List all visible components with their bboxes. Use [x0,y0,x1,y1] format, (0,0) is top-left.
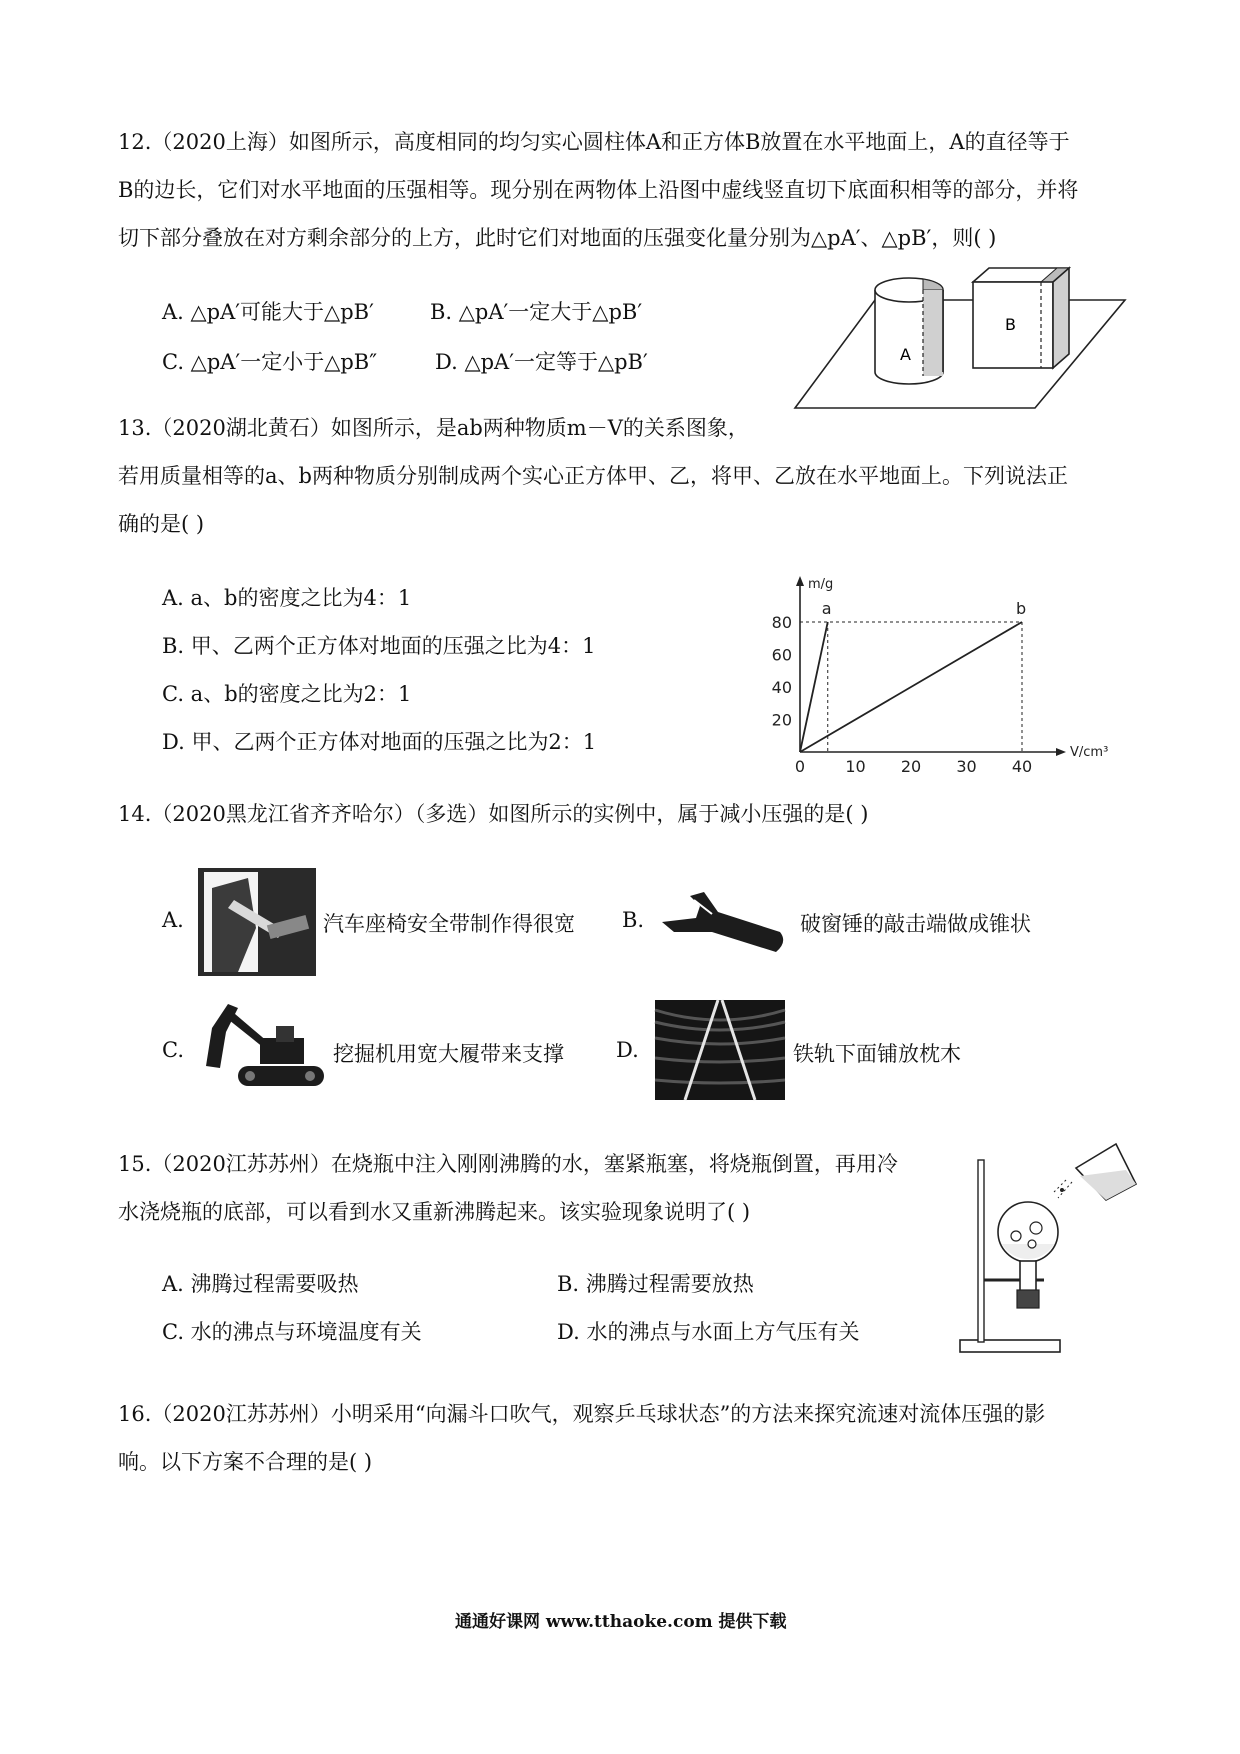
q13-option-d: D. 甲、乙两个正方体对地面的压强之比为2：1 [162,730,597,754]
q14-option-a-text: 汽车座椅安全带制作得很宽 [323,912,575,936]
q14-option-c-text: 挖掘机用宽大履带来支撑 [333,1042,564,1066]
cube-b [973,268,1069,368]
q14-option-a-letter: A. [162,908,184,932]
mv-chart [755,572,1109,777]
cylinder-label: A [900,345,911,364]
x-tick-label: 40 [1011,757,1033,776]
q15-option-a: A. 沸腾过程需要吸热 [162,1272,359,1296]
q16-line2: 响。以下方案不合理的是( ) [118,1450,373,1474]
series-label-a: a [821,599,832,618]
q12-option-b: B. △pA′一定大于△pB′ [430,300,643,324]
q14-option-d-text: 铁轨下面铺放枕木 [793,1042,961,1066]
x-tick-label: 20 [900,757,922,776]
q15-option-d: D. 水的沸点与水面上方气压有关 [557,1320,860,1344]
series-line-b [800,622,1022,752]
q13-line1: 13.（2020湖北黄石）如图所示，是ab两种物质m－V的关系图象， [118,416,749,440]
q12-figure [795,262,1125,412]
q16-line1: 16.（2020江苏苏州）小明采用“向漏斗口吹气，观察乒乓球状态”的方法来探究流速对流体压强的影 [118,1402,1046,1426]
seatbelt-photo [198,868,316,976]
excavator-photo [198,998,328,1094]
q15-option-c: C. 水的沸点与环境温度有关 [162,1320,422,1344]
flask-apparatus [958,1140,1143,1355]
q12-option-d: D. △pA′一定等于△pB′ [435,350,648,374]
series-line-a [800,622,828,752]
y-tick-label: 60 [771,645,792,665]
q13-option-a: A. a、b的密度之比为4：1 [162,586,412,610]
q15-line1: 15.（2020江苏苏州）在烧瓶中注入刚刚沸腾的水，塞紧瓶塞，将烧瓶倒置，再用冷 [118,1152,898,1176]
q13-line2: 若用质量相等的a、b两种物质分别制成两个实心正方体甲、乙，将甲、乙放在水平地面上。下列说法正 [118,464,1068,488]
cylinder-a [875,278,943,384]
x-tick-label: 10 [845,757,866,776]
q14-option-c-letter: C. [162,1038,184,1062]
x-axis-label: V/cm³ [1070,745,1109,760]
q12-option-c: C. △pA′一定小于△pB″ [162,350,378,374]
q12-line1: 12.（2020上海）如图所示，高度相同的均匀实心圆柱体A和正方体B放置在水平地面上，A的直径等于 [118,130,1070,154]
y-tick-label: 20 [771,710,792,730]
page-footer: 通通好课网 www.tthaoke.com 提供下载 [455,1612,787,1632]
y-tick-label: 40 [771,678,792,697]
y-tick-label: 80 [771,613,792,632]
y-axis-arrow [796,576,804,586]
q14-line1: 14.（2020黑龙江省齐齐哈尔）（多选）如图所示的实例中，属于减小压强的是( ) [118,802,869,826]
q13-option-b: B. 甲、乙两个正方体对地面的压强之比为4：1 [162,634,596,658]
q15-line2: 水浇烧瓶的底部，可以看到水又重新沸腾起来。该实验现象说明了( ) [118,1200,751,1224]
q12-line3: 切下部分叠放在对方剩余部分的上方，此时它们对地面的压强变化量分别为△pA′、△pB′，则( ) [118,226,997,250]
cube-label: B [1005,315,1016,334]
q14-option-b-text: 破窗锤的敲击端做成锥状 [800,912,1031,936]
q15-option-b: B. 沸腾过程需要放热 [557,1272,754,1296]
x-axis-arrow [1056,748,1066,756]
q14-option-b-letter: B. [622,908,645,932]
q13-line3: 确的是( ) [118,512,205,536]
q13-option-c: C. a、b的密度之比为2：1 [162,682,412,706]
railway-photo [655,1000,785,1100]
hammer-photo [660,888,790,960]
q12-option-a: A. △pA′可能大于△pB′ [162,300,374,324]
y-axis-label: m/g [808,577,834,592]
x-tick-label: 0 [794,757,806,776]
q12-line2: B的边长，它们对水平地面的压强相等。现分别在两物体上沿图中虚线竖直切下底面积相等的部分，并将 [118,178,1079,202]
q14-option-d-letter: D. [616,1038,639,1062]
ground-plane [795,300,1125,408]
series-label-b: b [1016,599,1027,618]
x-tick-label: 30 [956,757,977,776]
